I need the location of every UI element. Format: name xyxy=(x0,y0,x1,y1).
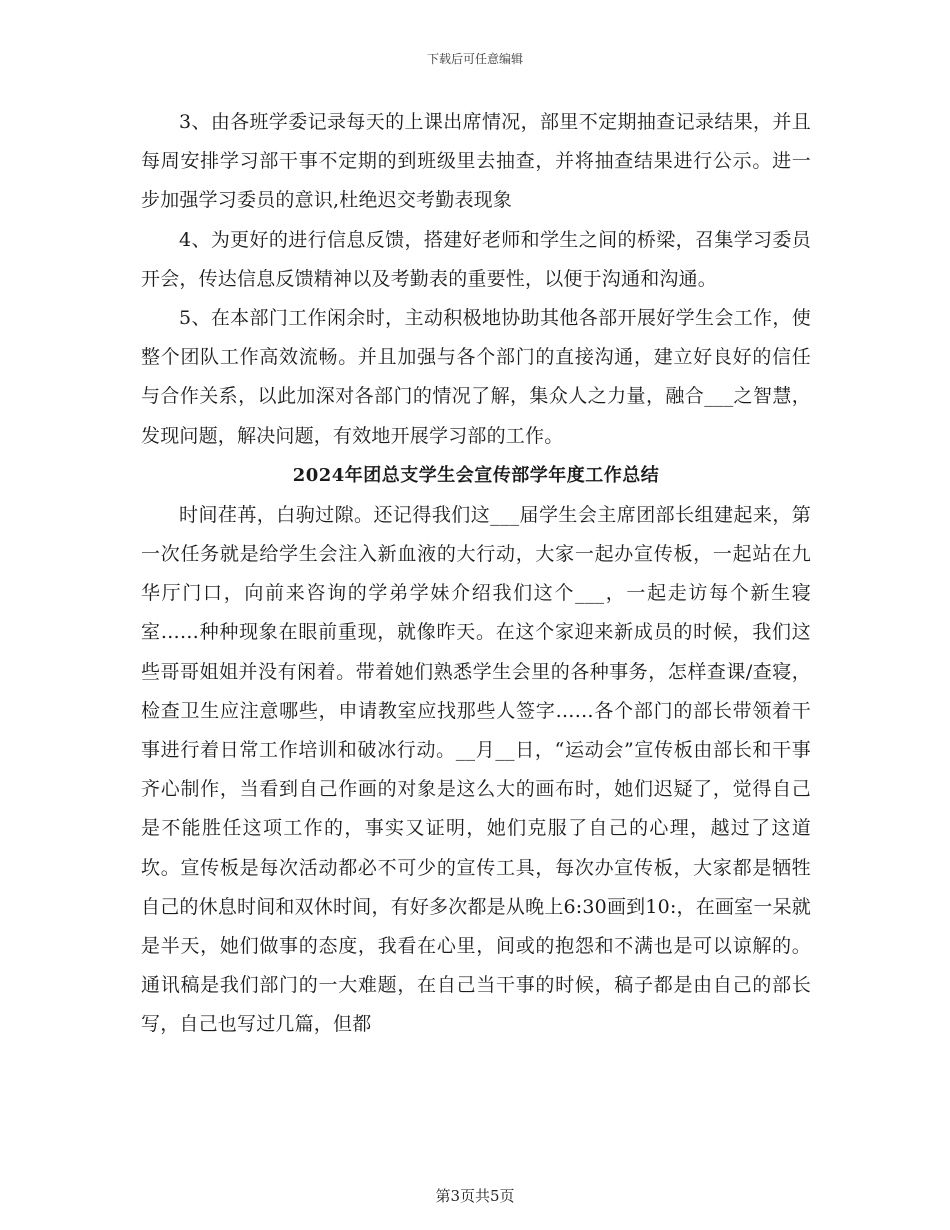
paragraph-item-3: 3、由各班学委记录每天的上课出席情况，部里不定期抽查记录结果，并且每周安排学习部干事不定期的到班级里去抽查，并将抽查结果进行公示。进一步加强学习委员的意识,杜绝迟交考勤表现象 xyxy=(141,111,811,212)
paragraph-item-5: 5、在本部门工作闲余时，主动积极地协助其他各部开展好学生会工作，使整个团队工作高效流畅。并且加强与各个部门的直接沟通，建立好良好的信任与合作关系，以此加深对各部门的情况了解，集众人之力量，融合___之智慧，发现问题，解决问题，有效地开展学习部的工作。 xyxy=(141,307,811,447)
paragraph-item-4: 4、为更好的进行信息反馈，搭建好老师和学生之间的桥梁，召集学习委员开会，传达信息反馈精神以及考勤表的重要性，以便于沟通和沟通。 xyxy=(141,228,811,290)
summary-paragraph: 时间荏苒，白驹过隙。还记得我们这___届学生会主席团部长组建起来，第一次任务就是给学生会注入新血液的大行动，大家一起办宣传板，一起站在九华厅门口，向前来咨询的学弟学妹介绍我们这个___，一起走访每个新生寝室……种种现象在眼前重现，就像昨天。在这个家迎来新成员的时候，我们这些哥哥姐姐并没有闲着。带着她们熟悉学生会里的各种事务，怎样查课/查寝，检查卫生应注意哪些，申请教室应找那些人签字……各个部门的部长带领着干事进行着日常工作培训和破冰行动。__月__日，“运动会”宣传板由部长和干事齐心制作，当看到自己作画的对象是这么大的画布时，她们迟疑了，觉得自己是不能胜任这项工作的，事实又证明，她们克服了自己的心理，越过了这道坎。宣传板是每次活动都必不可少的宣传工具，每次办宣传板，大家都是牺牲自己的休息时间和双休时间，有好多次都是从晚上6:30画到10:，在画室一呆就是半天，她们做事的态度，我看在心里，间或的抱怨和不满也是可以谅解的。通讯稿是我们部门的一大难题，在自己当干事的时候，稿子都是由自己的部长写，自己也写过几篇，但都 xyxy=(141,503,811,1036)
document-body xyxy=(141,103,811,1045)
section-title: 2024年团总支学生会宣传部学年度工作总结 xyxy=(292,464,660,486)
page-number-footer: 第3页共5页 xyxy=(435,1187,515,1205)
page-header: 下载后可任意编辑 xyxy=(426,52,523,66)
